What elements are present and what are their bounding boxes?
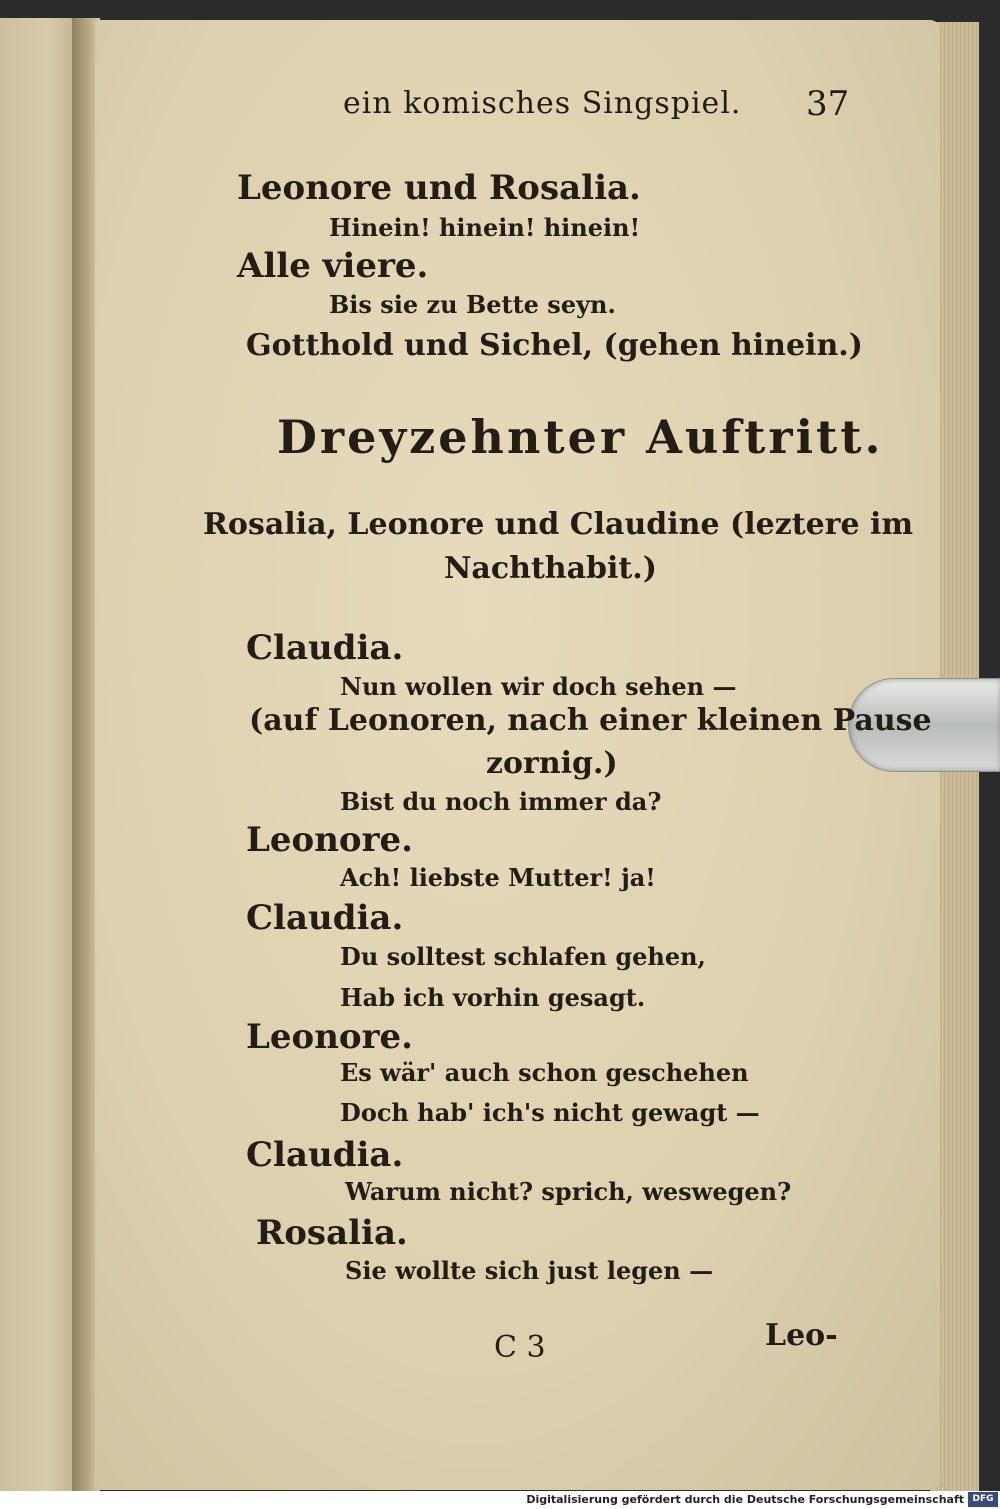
speaker-line: Claudia. — [246, 628, 404, 668]
verse-line: Es wär' auch schon geschehen — [340, 1058, 749, 1087]
verse-line: Sie wollte sich just legen — — [345, 1256, 714, 1285]
signature-mark: C 3 — [494, 1330, 546, 1365]
stage-direction: zornig.) — [486, 746, 618, 781]
running-head: ein komisches Singspiel. — [343, 86, 742, 121]
verse-line: Doch hab' ich's nicht gewagt — — [340, 1098, 760, 1127]
speaker-line: Rosalia. — [256, 1213, 408, 1253]
verse-line: Hinein! hinein! hinein! — [329, 213, 641, 242]
left-page-edge — [0, 18, 80, 1493]
stage-direction: Gotthold und Sichel, (gehen hinein.) — [246, 328, 863, 363]
funding-credit: Digitalisierung gefördert durch die Deutsche Forschungsgemeinschaft — [526, 1493, 964, 1506]
cast-list: Nachthabit.) — [444, 551, 657, 586]
speaker-line: Alle viere. — [237, 246, 429, 286]
verse-line: Du solltest schlafen gehen, — [340, 942, 706, 971]
speaker-line: Leonore. — [246, 1017, 413, 1057]
verse-line: Ach! liebste Mutter! ja! — [340, 863, 656, 892]
speaker-line: Leonore. — [246, 820, 413, 860]
page-number: 37 — [806, 84, 850, 124]
stage-direction: (auf Leonoren, nach einer kleinen Pause — [249, 703, 932, 738]
verse-line: Bis sie zu Bette seyn. — [329, 290, 616, 319]
speaker-line: Leonore und Rosalia. — [237, 168, 641, 208]
verse-line: Nun wollen wir doch sehen — — [340, 672, 737, 701]
speaker-line: Claudia. — [246, 898, 404, 938]
verse-line: Warum nicht? sprich, weswegen? — [345, 1177, 792, 1206]
scene-title: Dreyzehnter Auftritt. — [277, 410, 884, 464]
catchword: Leo- — [765, 1318, 838, 1353]
dfg-logo: DFG — [968, 1492, 998, 1507]
verse-line: Bist du noch immer da? — [340, 787, 662, 816]
speaker-line: Claudia. — [246, 1135, 404, 1175]
verse-line: Hab ich vorhin gesagt. — [340, 983, 646, 1012]
cast-list: Rosalia, Leonore und Claudine (leztere im — [203, 507, 914, 542]
